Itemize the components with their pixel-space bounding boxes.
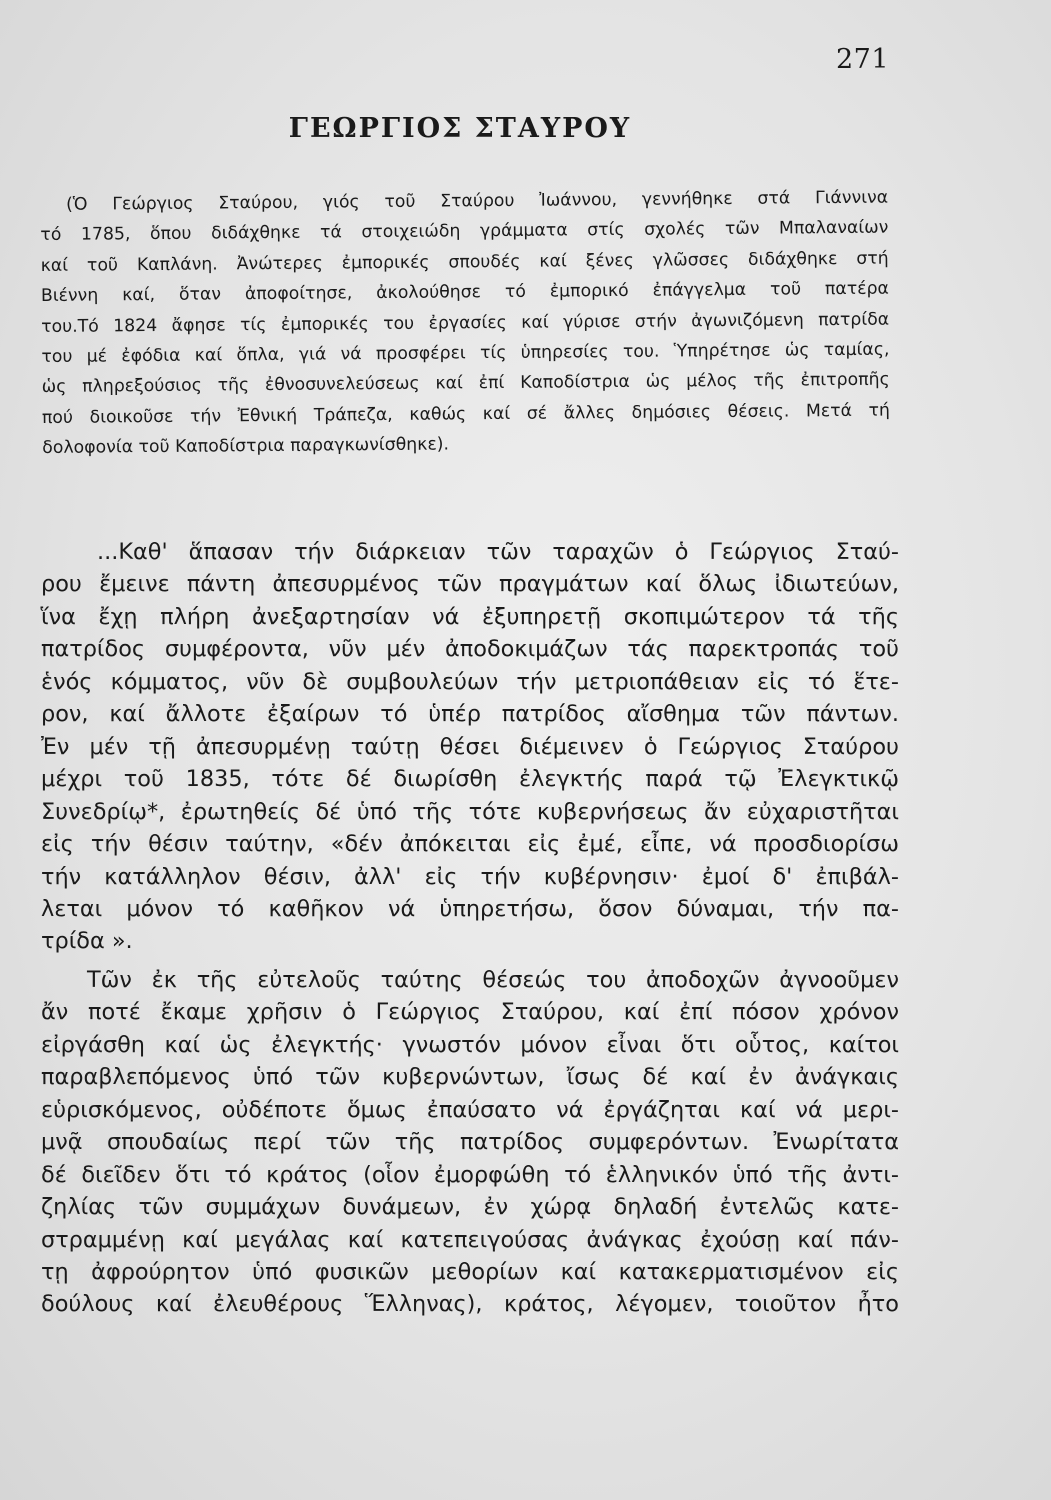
body-line: λεται μόνον τό καθῆκον νά ὑπηρετήσω, ὅσον δύναμαι, τήν πα- [41,895,899,922]
body-line: δέ διεῖδεν ὅτι τό κράτος (οἷον ἐμορφώθη τό ἑλληνικόν ὑπό τῆς ἀντι- [41,1161,899,1188]
body-line: δούλους καί ἐλευθέρους Ἕλληνας), κράτος, λέγομεν, τοιοῦτον ἦτο [41,1291,899,1318]
body-line: εἰργάσθη καί ὡς ἐλεγκτής· γνωστόν μόνον εἶναι ὅτι οὗτος, καίτοι [41,1031,899,1058]
body-line: πατρίδος συμφέροντα, νῦν μέν ἀποδοκιμάζων τάς παρεκτροπάς τοῦ [41,636,899,663]
body-line: ἵνα ἔχῃ πλήρη ἀνεξαρτησίαν νά ἐξυπηρετῇ σκοπιμώτερον τά τῆς [41,603,899,630]
intro-line: δολοφονία τοῦ Καποδίστρια παραγκωνίσθηκε). [42,434,450,459]
body-line: εὑρισκόμενος, οὐδέποτε ὅμως ἐπαύσατο νά ἐργάζηται καί νά μερι- [41,1096,899,1123]
main-text [41,536,899,1321]
body-line: Συνεδρίῳ*, ἐρωτηθείς δέ ὑπό τῆς τότε κυβερνήσεως ἄν εὐχαριστῆται [41,798,899,825]
intro-line: Βιέννη καί, ὅταν ἀποφοίτησε, ἀκολούθησε τό ἐμπορικό ἐπάγγελμα τοῦ πατέρα [40,278,889,307]
intro-line: καί τοῦ Καπλάνη. Ἀνώτερες ἐμπορικές σπουδές καί ξένες γλῶσσες διδάχθηκε στή [40,248,889,276]
body-line: ρου ἔμεινε πάντη ἀπεσυρμένος τῶν πραγμάτων καί ὅλως ἰδιωτεύων, [41,571,899,598]
page-number: 271 [836,44,890,75]
body-line: μέχρι τοῦ 1835, τότε δέ διωρίσθη ἐλεγκτής παρά τῷ Ἐλεγκτικῷ [41,766,899,793]
page-title: ΓΕΩΡΓΙΟΣ ΣΤΑΥΡΟΥ [288,113,632,144]
body-line: ἄν ποτέ ἔκαμε χρῆσιν ὁ Γεώργιος Σταύρου, καί ἐπί πόσον χρόνον [41,999,899,1026]
body-line: μνᾷ σπουδαίως περί τῶν τῆς πατρίδος συμφερόντων. Ἐνωρίτατα [41,1129,899,1156]
intro-line: πού διοικοῦσε τήν Ἐθνική Τράπεζα, καθώς καί σέ ἄλλες δημόσιες θέσεις. Μετά τή [41,400,891,428]
body-line: Ἐν μέν τῇ ἀπεσυρμένῃ ταύτῃ θέσει διέμεινεν ὁ Γεώργιος Σταύρου [41,733,899,760]
body-line: τήν κατάλληλον θέσιν, ἀλλ' εἰς τήν κυβέρνησιν· ἐμοί δ' ἐπιβάλ- [41,863,899,890]
intro-line: του.Τό 1824 ἄφησε τίς ἐμπορικές του ἐργασίες καί γύρισε στήν ἀγωνιζόμενη πατρίδα [41,309,890,337]
intro-line: ὡς πληρεξούσιος τῆς ἐθνοσυνελεύσεως καί ἐπί Καποδίστρια ὡς μέλος τῆς ἐπιτροπῆς [41,370,890,398]
body-line: εἰς τήν θέσιν ταύτην, «δέν ἀπόκειται εἰς ἐμέ, εἶπε, νά προσδιορίσω [41,831,899,858]
body-line: τρίδα ». [41,928,133,955]
body-paragraph-1 [41,536,899,958]
body-line: τῃ ἀφρούρητον ὑπό φυσικῶν μεθορίων καί κατακερματισμένον εἰς [41,1258,899,1285]
intro-note [40,183,890,464]
body-line: Τῶν ἐκ τῆς εὐτελοῦς ταύτης θέσεώς του ἀποδοχῶν ἀγνοοῦμεν [87,966,899,993]
intro-line: τό 1785, ὅπου διδάχθηκε τά στοιχειώδη γράμματα στίς σχολές τῶν Μπαλαναίων [40,218,889,246]
body-line: ζηλίας τῶν συμμάχων δυνάμεων, ἐν χώρᾳ δηλαδή ἐντελῶς κατε- [41,1194,899,1221]
body-line: παραβλεπόμενος ὑπό τῶν κυβερνώντων, ἴσως δέ καί ἐν ἀνάγκαις [41,1064,899,1091]
body-paragraph-2 [41,964,899,1321]
body-line: στραμμένῃ καί μεγάλας καί κατεπειγούσας ἀνάγκας ἐχούσῃ καί πάν- [41,1226,899,1253]
body-line: ἑνός κόμματος, νῦν δὲ συμβουλεύων τήν μετριοπάθειαν εἰς τό ἕτε- [41,668,899,695]
body-line: ρον, καί ἄλλοτε ἐξαίρων τό ὑπέρ πατρίδος αἴσθημα τῶν πάντων. [41,701,899,728]
intro-line: του μέ ἐφόδια καί ὅπλα, γιά νά προσφέρει τίς ὑπηρεσίες του. Ὑπηρέτησε ὡς ταμίας, [41,339,890,368]
body-line: ...Καθ' ἅπασαν τήν διάρκειαν τῶν ταραχῶν ὁ Γεώργιος Σταύ- [97,539,899,565]
intro-line: (Ὁ Γεώργιος Σταύρου, γιός τοῦ Σταύρου Ἰωάννου, γεννήθηκε στά Γιάννινα [66,187,889,215]
